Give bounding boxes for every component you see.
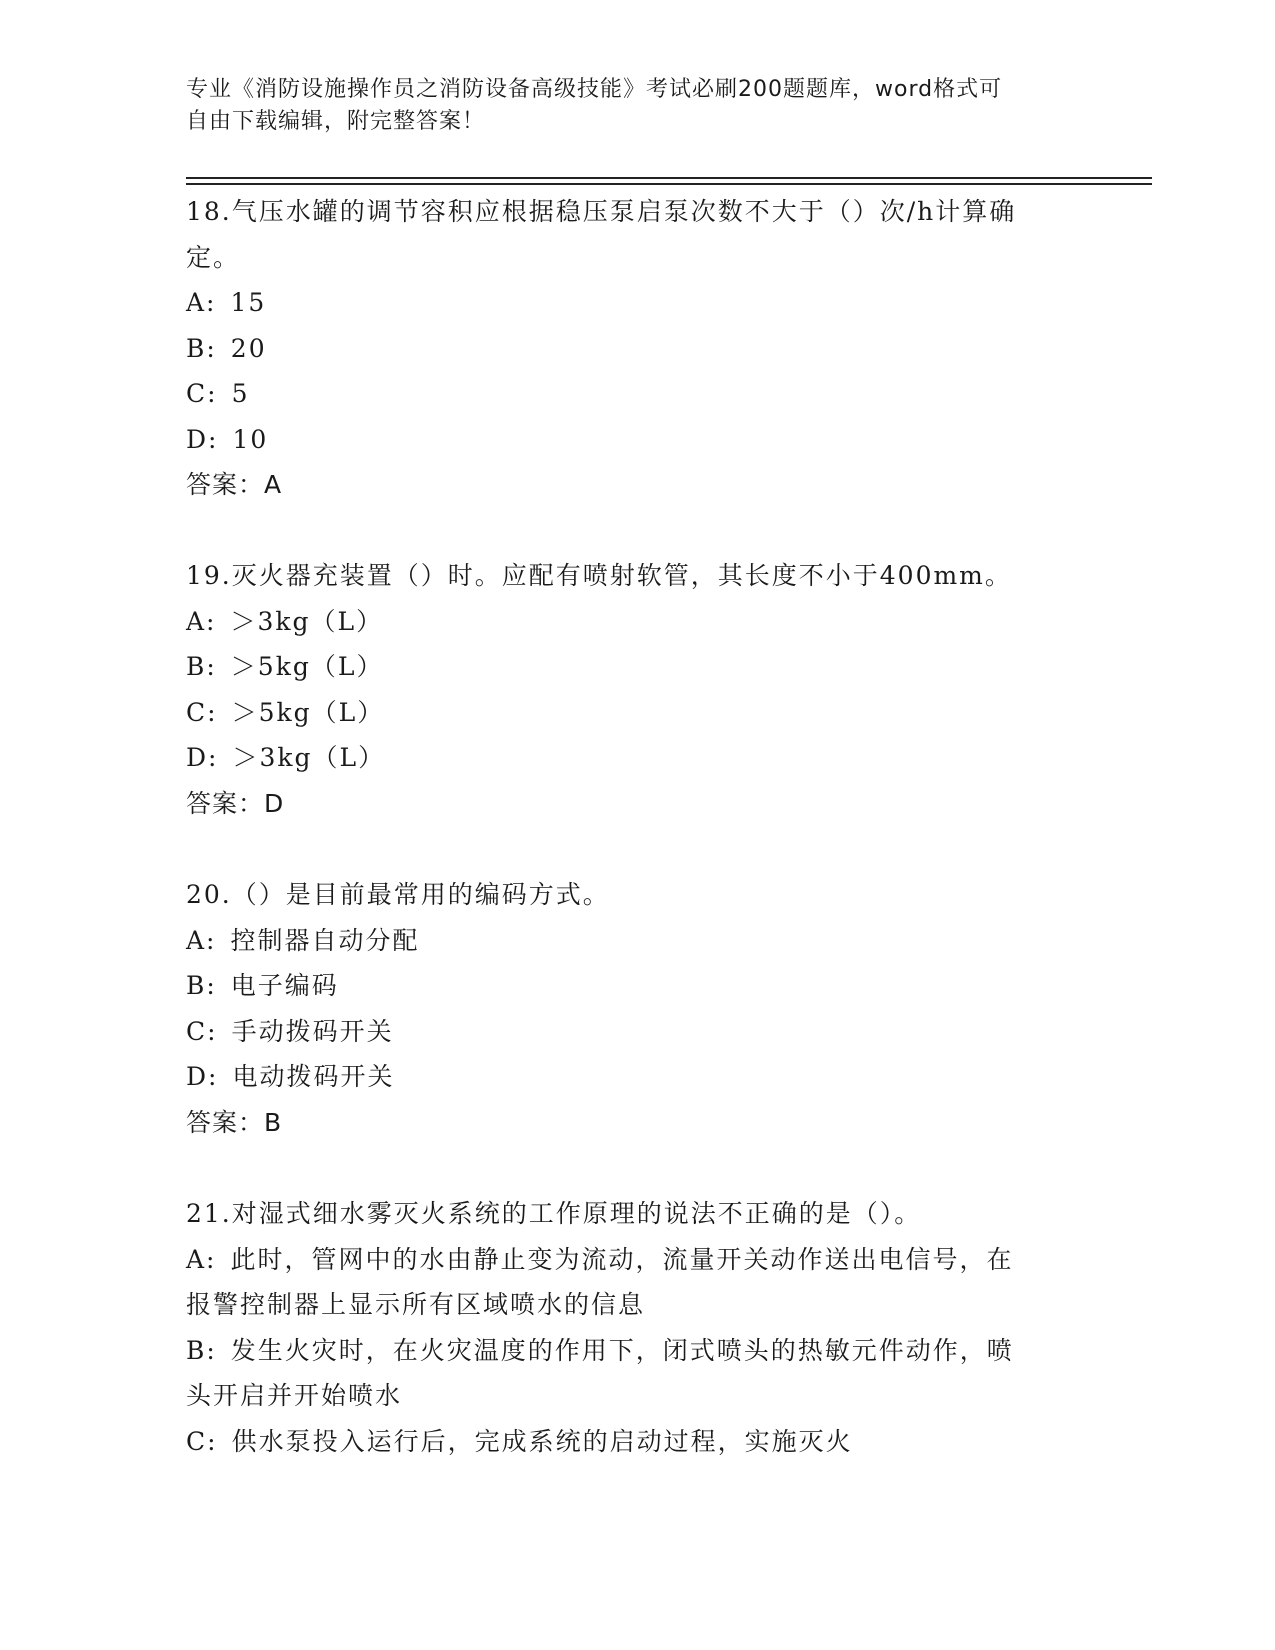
option-letter: B: [186, 333, 217, 363]
answer-line: 答案：A [186, 470, 283, 499]
option-text: 供水泵投入运行后，完成系统的启动过程，实施灭火 [231, 1426, 853, 1456]
option-letter: C: [186, 379, 218, 408]
option-b-continued: 头开启并开始喷水 [186, 1381, 403, 1410]
option-letter: C: [186, 697, 218, 727]
option-c [186, 1419, 1086, 1465]
question-18 [186, 189, 1086, 508]
question-20 [186, 872, 1086, 1145]
option-text: 10 [232, 424, 269, 454]
option-text: 5 [231, 379, 250, 408]
question-stem: 20.（）是目前最常用的编码方式。 [186, 880, 610, 909]
option-a-continued: 报警控制器上显示所有区域喷水的信息 [186, 1290, 646, 1319]
option-c [186, 690, 1086, 736]
option-letter: B: [186, 652, 217, 681]
option-letter: A: [186, 1244, 217, 1274]
option-a [186, 918, 1086, 964]
option-text: 手动拨码开关 [231, 1016, 394, 1046]
option-letter: A: [186, 288, 217, 317]
option-b [186, 644, 1086, 690]
option-letter: A: [186, 606, 217, 636]
option-text: 控制器自动分配 [230, 925, 420, 955]
option-d [186, 1054, 1086, 1100]
option-letter: D: [186, 1062, 219, 1091]
option-text: 发生火灾时，在火灾温度的作用下，闭式喷头的热敏元件动作，喷 [230, 1335, 1014, 1365]
answer-line: 答案：D [186, 788, 285, 818]
option-letter: C: [186, 1016, 218, 1046]
answer-line: 答案：B [186, 1107, 283, 1137]
option-letter: D: [186, 424, 219, 454]
header-line-2: 自由下载编辑，附完整答案！ [186, 109, 486, 134]
option-letter: D: [186, 743, 219, 772]
option-c [186, 371, 1086, 417]
question-stem: 21.对湿式细水雾灭火系统的工作原理的说法不正确的是（）。 [186, 1199, 922, 1228]
question-stem: 19.灭火器充装置（）时。应配有喷射软管，其长度不小于400mm。 [186, 561, 1012, 590]
document-header [186, 74, 1066, 138]
header-divider-bottom [186, 183, 1152, 185]
header-divider-top [186, 177, 1152, 179]
option-text: ＞3kg（L） [232, 743, 386, 772]
question-stem-continued: 定。 [186, 242, 241, 272]
option-d [186, 417, 1086, 463]
question-21 [186, 1191, 1086, 1464]
option-letter: A: [186, 925, 217, 955]
option-b [186, 326, 1086, 372]
option-text: ＞5kg（L） [231, 697, 385, 727]
option-text: 20 [230, 333, 267, 363]
option-b [186, 1328, 1086, 1374]
option-c [186, 1009, 1086, 1055]
question-19 [186, 553, 1086, 826]
option-d [186, 735, 1086, 781]
option-text: 电子编码 [230, 971, 339, 1000]
option-letter: B: [186, 1335, 217, 1365]
option-text: 电动拨码开关 [232, 1062, 395, 1091]
option-letter: B: [186, 971, 217, 1000]
question-stem: 18.气压水罐的调节容积应根据稳压泵启泵次数不大于（）次/h计算确 [186, 197, 1017, 226]
option-text: 此时，管网中的水由静止变为流动，流量开关动作送出电信号，在 [230, 1244, 1014, 1274]
option-text: 15 [230, 288, 267, 317]
option-text: ＞5kg（L） [230, 652, 384, 681]
option-b [186, 963, 1086, 1009]
option-text: ＞3kg（L） [230, 606, 384, 636]
option-a [186, 280, 1086, 326]
option-a [186, 1237, 1086, 1283]
option-a [186, 599, 1086, 645]
option-letter: C: [186, 1426, 218, 1456]
header-line-1: 专业《消防设施操作员之消防设备高级技能》考试必刷200题题库，word格式可 [186, 77, 1003, 102]
